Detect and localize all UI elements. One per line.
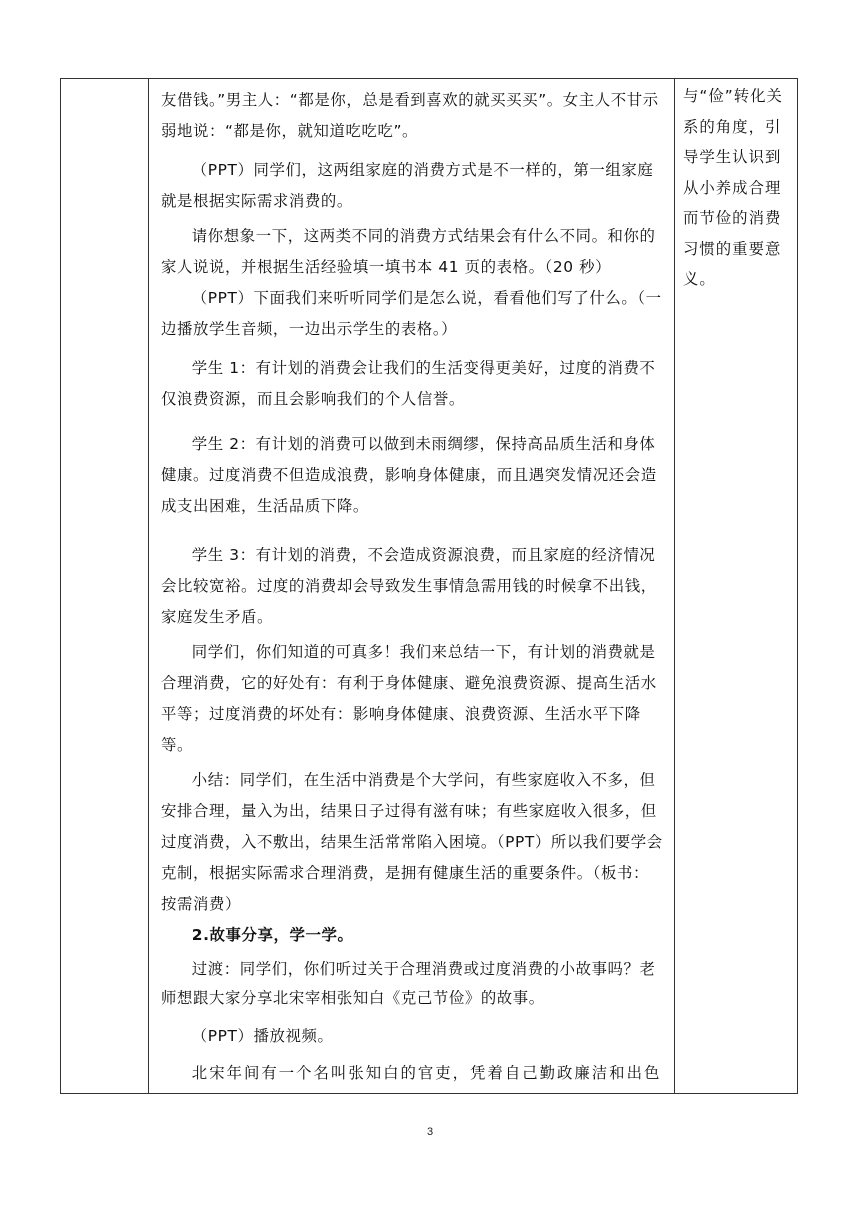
story-paragraph: 北宋年间有一个名叫张知白的官吏，凭着自己勤政廉洁和出色	[191, 1064, 662, 1082]
design-intent-column	[675, 79, 797, 1093]
dialogue-paragraph: 友借钱。”男主人：“都是你，总是看到喜欢的就买买买”。女主人不甘示弱地说：“都是你，就知道吃吃吃”。	[161, 91, 659, 140]
page-number: 3	[426, 1126, 434, 1138]
teaching-process-column	[149, 79, 673, 1093]
student-2-answer: 学生 2：有计划的消费可以做到未雨绸缪，保持高品质生活和身体健康。过度消费不但造成浪费，影响身体健康，而且遇突发情况还会造成支出困难，生活品质下降。	[161, 435, 657, 515]
student-1-answer: 学生 1：有计划的消费会让我们的生活变得更美好，过度的消费不仅浪费资源，而且会影响我们的个人信誉。	[161, 359, 656, 408]
imagine-paragraph: 请你想象一下，这两类不同的消费方式结果会有什么不同。和你的家人说说，并根据生活经验填一填书本 41 页的表格。（20 秒）	[161, 227, 656, 276]
summary-paragraph: 同学们，你们知道的可真多！我们来总结一下，有计划的消费就是合理消费，它的好处有：有利于身体健康、避免浪费资源、提高生活水平等；过度消费的坏处有：影响身体健康、浪费资源、生活水平下降等。	[161, 643, 657, 754]
student-3-answer: 学生 3：有计划的消费，不会造成资源浪费，而且家庭的经济情况会比较宽裕。过度的消费却会导致发生事情急需用钱的时候拿不出钱，家庭发生矛盾。	[161, 546, 657, 626]
transition-paragraph: 过渡：同学们，你们听过关于合理消费或过度消费的小故事吗？老师想跟大家分享北宋宰相张知白《克己节俭》的故事。	[161, 960, 656, 1007]
lesson-plan-table	[60, 78, 798, 1094]
section-heading: 2.故事分享，学一学。	[191, 926, 354, 944]
video-paragraph: （PPT）播放视频。	[191, 1027, 334, 1045]
design-intent-text: 与“俭”转化关系的角度，引导学生认识到从小养成合理而节俭的消费习惯的重要意义。	[683, 87, 783, 288]
conclusion-paragraph: 小结：同学们，在生活中消费是个大学问，有些家庭收入不多，但安排合理，量入为出，结果日子过得有滋有味；有些家庭收入很多，但过度消费，入不敷出，结果生活常常陷入困境。（PPT）所以我们要学会克制，根据实际需求合理消费，是拥有健康生活的重要条件。（板书：按需消费）	[161, 771, 663, 913]
listen-paragraph: （PPT）下面我们来听听同学们是怎么说，看看他们写了什么。（一边播放学生音频，一边出示学生的表格。）	[161, 289, 662, 338]
ppt-paragraph: （PPT）同学们，这两组家庭的消费方式是不一样的，第一组家庭就是根据实际需求消费的。	[161, 161, 654, 210]
